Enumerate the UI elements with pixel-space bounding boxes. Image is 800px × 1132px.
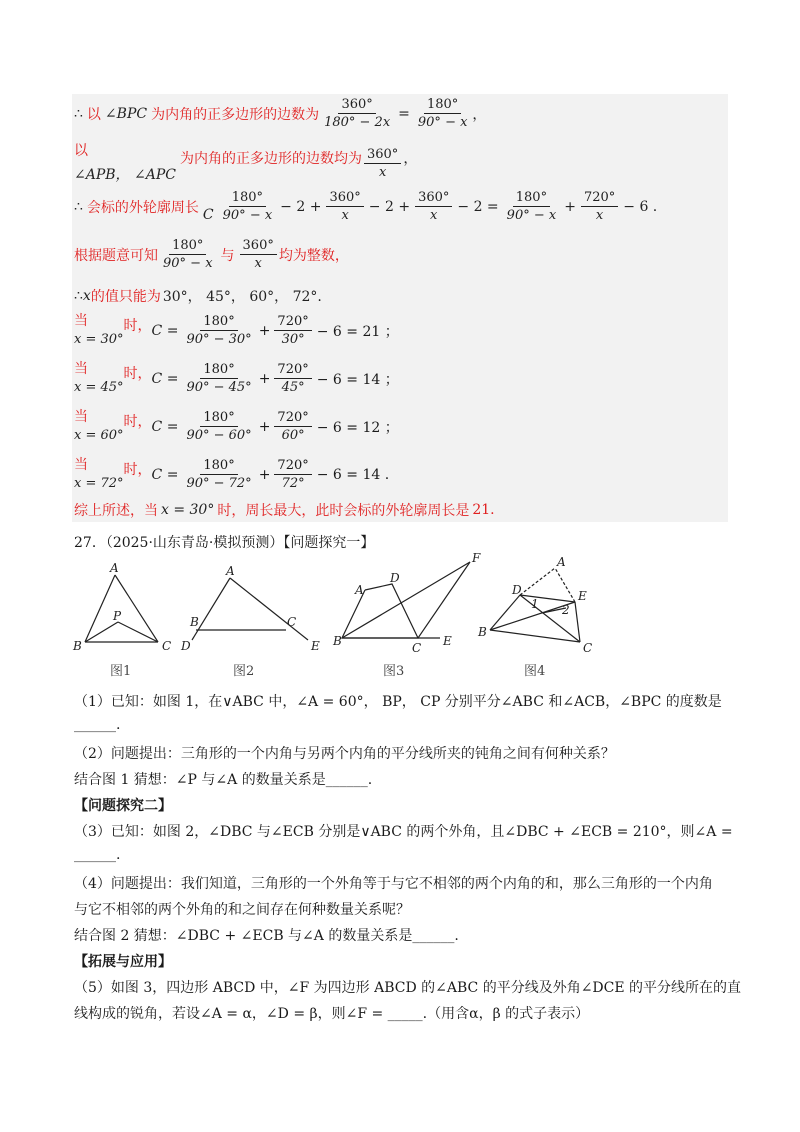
text: 时， — [123, 462, 152, 478]
result: − 6 = 21 ； — [316, 323, 399, 340]
case-expression — [152, 362, 399, 395]
problem-header: 27．（2025·山东青岛·模拟预测）【问题探究一】 — [74, 535, 375, 551]
fraction: $\frac{360^\circ}{x}$ — [240, 238, 277, 271]
question-5-line-a: （5）如图 3，四边形 ABCD 中，∠F 为四边形 ABCD 的∠ABC 的平分线及外角∠DCE 的平分线所在的直 — [74, 980, 742, 996]
operator: + — [258, 322, 271, 339]
question-4-line-a: （4）问题提出：我们知道，三角形的一个外角等于与它不相邻的两个内角的和，那么三角形的一个内角 — [74, 876, 713, 892]
case-condition — [74, 406, 124, 443]
solution-line-5 — [74, 286, 322, 306]
question-1-line-a: （1）已知：如图 1，在∨ABC 中，∠A = 60°， BP， CP 分别平分∠ABC 和∠ACB，∠BPC 的度数是 — [74, 694, 722, 710]
text: 时， — [123, 414, 152, 430]
solution-line-3 — [74, 190, 660, 223]
punct: ， — [403, 151, 418, 167]
perimeter: C = — [151, 370, 179, 387]
therefore-symbol: ∴ — [74, 288, 83, 304]
answer-value: 21 — [472, 502, 491, 518]
fraction: $\frac{360^\circ}{x}$ — [364, 147, 401, 180]
figure-label: C — [162, 639, 172, 653]
caption-fig3: 图3 — [383, 664, 405, 679]
figure-label: B — [478, 625, 487, 639]
values: 30°， 45°， 60°， 72°. — [162, 289, 322, 305]
text: 以 — [74, 143, 88, 159]
fraction: $\frac{180^\circ}{90^\circ - 45^\circ}$ — [186, 362, 252, 395]
question-2-line-b: 结合图 1 猜想：∠P 与∠A 的数量关系是______. — [74, 772, 373, 788]
therefore-symbol: ∴ — [74, 105, 83, 122]
fraction: $\frac{180^\circ}{90^\circ - x}$ — [163, 238, 213, 271]
figure-label: B — [333, 634, 342, 648]
figure-label: A — [110, 561, 119, 575]
text: 当 — [74, 409, 88, 425]
figure-label: C — [287, 615, 297, 629]
figure-2-labels — [180, 564, 320, 653]
figure-label: C — [412, 641, 422, 655]
section-heading-2: 【问题探究二】 — [74, 798, 172, 814]
figure-label: 2 — [562, 603, 570, 617]
fraction: $\frac{360^\circ}{x}$ — [415, 190, 452, 223]
solution-line-4 — [74, 238, 349, 271]
figure-2 — [192, 578, 308, 640]
case-condition — [74, 310, 124, 347]
figure-label: B — [73, 639, 82, 653]
figure-label: D — [390, 571, 400, 585]
condition: x = 45° — [74, 380, 124, 395]
section-heading-3: 【拓展与应用】 — [74, 954, 172, 970]
operator: + — [258, 418, 271, 435]
result: − 6 = 14 . — [316, 466, 390, 483]
question-5-line-b: 线构成的锐角，若设∠A = α，∠D = β，则∠F = _____.（用含α，β 的式子表示） — [74, 1006, 590, 1022]
case-expression — [152, 458, 390, 491]
operator: − 2 + — [280, 198, 322, 215]
text: 当 — [74, 361, 88, 377]
perimeter-symbol: C — [202, 206, 214, 223]
solution-line-2 — [74, 140, 417, 184]
angle: ∠BPC — [104, 105, 148, 122]
question-4-line-c: 结合图 2 猜想：∠DBC + ∠ECB 与∠A 的数量关系是______. — [74, 928, 459, 944]
figure-3-labels — [332, 551, 481, 655]
figure-label: F — [472, 551, 481, 565]
condition: x = 30° — [74, 332, 124, 347]
figure-label: D — [512, 583, 522, 597]
figure-label: D — [181, 639, 191, 653]
punct: ， — [472, 106, 487, 123]
case-line — [74, 310, 399, 347]
question-1-line-b: ______. — [74, 717, 121, 733]
figure-label: P — [113, 609, 122, 623]
equals: = — [398, 105, 410, 122]
figure-label: A — [226, 564, 235, 578]
fraction: $\frac{720^\circ}{30^\circ}$ — [274, 314, 311, 347]
operator: − 2 + — [368, 198, 411, 215]
caption-fig2: 图2 — [233, 664, 255, 679]
perimeter: C = — [151, 466, 179, 483]
case-line — [74, 358, 399, 395]
text: 时， — [123, 318, 152, 334]
figure-label: C — [583, 641, 593, 655]
figure-label: B — [190, 615, 199, 629]
figure-label: E — [443, 634, 452, 648]
text: 当 — [74, 457, 88, 473]
case-condition — [74, 358, 124, 395]
text: 会标的外轮廓周长 — [86, 199, 199, 216]
result: − 6 = 14 ； — [316, 371, 399, 388]
figure-label: A — [557, 555, 566, 569]
question-2-line-a: （2）问题提出：三角形的一个内角与另两个内角的平分线所夹的钝角之间有何种关系？ — [74, 746, 615, 762]
fraction: $\frac{720^\circ}{60^\circ}$ — [274, 410, 311, 443]
perimeter-expression — [218, 190, 661, 223]
condition: x = 30° — [161, 502, 215, 518]
caption-fig1: 图1 — [110, 664, 132, 679]
condition: x = 60° — [74, 428, 124, 443]
operator: + — [258, 370, 271, 387]
fraction: $\frac{720^\circ}{x}$ — [581, 190, 618, 223]
question-3-line-b: ______. — [74, 847, 121, 863]
text: 为内角的正多边形的边数为 — [151, 106, 320, 123]
text: 以 — [86, 106, 101, 123]
operator: + — [258, 466, 271, 483]
condition: x = 72° — [74, 476, 124, 491]
therefore-symbol: ∴ — [74, 198, 83, 215]
operator: + — [564, 198, 576, 215]
figure-label: 1 — [531, 597, 539, 611]
case-line — [74, 406, 399, 443]
case-expression — [152, 410, 399, 443]
fraction: $\frac{360^\circ}{x}$ — [326, 190, 363, 223]
fraction: $\frac{180^\circ}{90^\circ - x}$ — [222, 190, 273, 223]
figure-label: E — [311, 639, 320, 653]
variable: x — [82, 288, 91, 304]
operator: − 2 = — [457, 198, 499, 215]
case-expression — [152, 314, 399, 347]
text: 时，周长最大，此时会标的外轮廓周长是 — [217, 503, 470, 519]
figure-3 — [342, 562, 470, 638]
question-4-line-b: 与它不相邻的两个外角的和之间存在何种数量关系呢？ — [74, 902, 410, 918]
solution-line-1 — [74, 97, 486, 130]
result: − 6 = 12 ； — [316, 419, 399, 436]
case-line — [74, 454, 389, 491]
text: 的值只能为 — [90, 289, 161, 305]
question-3-line-a: （3）已知：如图 2，∠DBC 与∠ECB 分别是∨ABC 的两个外角，且∠DBC + ∠ECB = 210°，则∠A = — [74, 824, 733, 840]
figure-label: A — [355, 583, 364, 597]
perimeter: C = — [151, 418, 179, 435]
text: 根据题意可知 — [74, 247, 158, 264]
operator: − 6 . — [623, 198, 658, 215]
text: 与 — [220, 247, 235, 264]
punct: . — [490, 502, 495, 518]
fraction: $\frac{720^\circ}{72^\circ}$ — [274, 458, 311, 491]
perimeter: C = — [151, 322, 179, 339]
angles: ∠APB， ∠APC — [74, 167, 176, 183]
text: 综上所述，当 — [74, 503, 158, 519]
caption-fig4: 图4 — [524, 664, 546, 679]
fraction: $\frac{180^\circ}{90^\circ - 72^\circ}$ — [186, 458, 252, 491]
text: 当 — [74, 313, 88, 329]
text: 为内角的正多边形的边数均为 — [179, 151, 362, 167]
figure-label: E — [578, 589, 587, 603]
conclusion — [74, 500, 495, 520]
fraction: $\frac{180^\circ}{90^\circ - x}$ — [417, 97, 468, 130]
figure-1 — [85, 575, 158, 642]
text: 时， — [123, 366, 152, 382]
text: 均为整数， — [278, 247, 349, 264]
fraction: $\frac{720^\circ}{45^\circ}$ — [274, 362, 311, 395]
fraction: $\frac{180^\circ}{90^\circ - 30^\circ}$ — [186, 314, 252, 347]
fraction: $\frac{180^\circ}{90^\circ - 60^\circ}$ — [186, 410, 252, 443]
fraction: $\frac{360^\circ}{180^\circ - 2x}$ — [324, 97, 391, 130]
fraction: $\frac{180^\circ}{90^\circ - x}$ — [506, 190, 557, 223]
case-condition — [74, 454, 124, 491]
